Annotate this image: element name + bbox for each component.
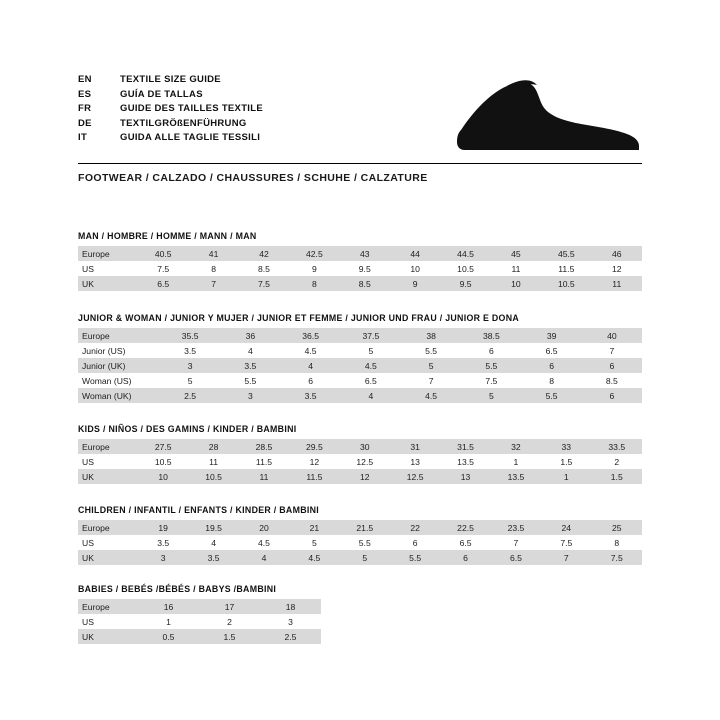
cell: 2: [592, 454, 642, 469]
row-label: US: [78, 261, 138, 276]
table-row: [78, 439, 642, 454]
cell: 11: [239, 469, 289, 484]
cell: 4.5: [401, 388, 461, 403]
cell: 5.5: [340, 535, 390, 550]
cell: 9.5: [440, 276, 490, 291]
row-label: Woman (UK): [78, 388, 160, 403]
cell: 13.5: [440, 454, 490, 469]
language-row: [78, 132, 263, 147]
cell: 7.5: [541, 535, 591, 550]
cell: 17: [199, 599, 260, 614]
cell: 10: [390, 261, 440, 276]
cell: 31: [390, 439, 440, 454]
cell: 10.5: [188, 469, 238, 484]
cell: 10: [138, 469, 188, 484]
table-row: [78, 629, 321, 644]
cell: 2.5: [260, 629, 321, 644]
language-row: [78, 74, 263, 89]
language-code: EN: [78, 74, 92, 85]
cell: 9: [390, 276, 440, 291]
cell: 29.5: [289, 439, 339, 454]
table-row: [78, 358, 642, 373]
cell: 25: [592, 520, 642, 535]
cell: 24: [541, 520, 591, 535]
table-row: [78, 614, 321, 629]
row-label: Europe: [78, 520, 138, 535]
section-title: BABIES / BEBÉS /BÉBÉS / BABYS /BAMBINI: [78, 584, 277, 594]
cell: 4: [188, 535, 238, 550]
cell: 1.5: [592, 469, 642, 484]
cell: 10.5: [541, 276, 591, 291]
cell: 7: [582, 343, 642, 358]
cell: 5.5: [401, 343, 461, 358]
cell: 6: [582, 388, 642, 403]
header-divider: [78, 163, 642, 164]
cell: 38.5: [461, 328, 521, 343]
cell: 33: [541, 439, 591, 454]
cell: 36: [220, 328, 280, 343]
language-row: [78, 89, 263, 104]
section-title: JUNIOR & WOMAN / JUNIOR Y MUJER / JUNIOR ET FEMME / JUNIOR UND FRAU / JUNIOR E DONA: [78, 313, 519, 323]
row-label: Europe: [78, 246, 138, 261]
row-label: UK: [78, 550, 138, 565]
cell: 42: [239, 246, 289, 261]
cell: 12: [592, 261, 642, 276]
language-row: [78, 118, 263, 133]
section-junior-woman: [78, 313, 642, 403]
cell: 1: [491, 454, 541, 469]
cell: 4.5: [341, 358, 401, 373]
table-row: [78, 373, 642, 388]
cell: 19: [138, 520, 188, 535]
section-title: KIDS / NIÑOS / DES GAMINS / KINDER / BAMBINI: [78, 424, 297, 434]
cell: 6.5: [491, 550, 541, 565]
cell: 21: [289, 520, 339, 535]
language-row: [78, 103, 263, 118]
language-code: DE: [78, 117, 92, 129]
table-row: [78, 328, 642, 343]
section-man: [78, 231, 642, 291]
cell: 23.5: [491, 520, 541, 535]
table-row: [78, 454, 642, 469]
cell: 3: [260, 614, 321, 629]
cell: 12: [289, 454, 339, 469]
size-table-man: [78, 246, 642, 291]
cell: 2.5: [160, 388, 220, 403]
cell: 5: [289, 535, 339, 550]
row-label: Europe: [78, 599, 138, 614]
cell: 5.5: [522, 388, 582, 403]
cell: 11: [491, 261, 541, 276]
cell: 2: [199, 614, 260, 629]
cell: 7.5: [592, 550, 642, 565]
size-table-kids: [78, 439, 642, 484]
cell: 3.5: [281, 388, 341, 403]
cell: 1.5: [199, 629, 260, 644]
cell: 3: [160, 358, 220, 373]
cell: 43: [340, 246, 390, 261]
cell: 4.5: [239, 535, 289, 550]
table-row: [78, 599, 321, 614]
table-row: [78, 520, 642, 535]
cell: 10.5: [138, 454, 188, 469]
cell: 33.5: [592, 439, 642, 454]
cell: 6.5: [440, 535, 490, 550]
row-label: UK: [78, 469, 138, 484]
language-code: FR: [78, 103, 92, 114]
cell: 5.5: [220, 373, 280, 388]
cell: 8: [188, 261, 238, 276]
table-row: [78, 388, 642, 403]
cell: 4: [341, 388, 401, 403]
table-row: [78, 261, 642, 276]
cell: 7: [491, 535, 541, 550]
language-title: GUIDE DES TAILLES TEXTILE: [120, 103, 263, 114]
cell: 45: [491, 246, 541, 261]
cell: 7: [541, 550, 591, 565]
cell: 6: [440, 550, 490, 565]
cell: 6: [522, 358, 582, 373]
cell: 3.5: [188, 550, 238, 565]
cell: 21.5: [340, 520, 390, 535]
table-row: [78, 550, 642, 565]
language-title: TEXTILGRÖßENFÜHRUNG: [120, 117, 247, 129]
cell: 9: [289, 261, 339, 276]
cell: 7: [401, 373, 461, 388]
cell: 12.5: [340, 454, 390, 469]
cell: 40: [582, 328, 642, 343]
cell: 5: [341, 343, 401, 358]
cell: 20: [239, 520, 289, 535]
cell: 41: [188, 246, 238, 261]
cell: 13.5: [491, 469, 541, 484]
cell: 38: [401, 328, 461, 343]
cell: 7: [188, 276, 238, 291]
cell: 31.5: [440, 439, 490, 454]
cell: 44.5: [440, 246, 490, 261]
cell: 46: [592, 246, 642, 261]
table-row: [78, 246, 642, 261]
row-label: UK: [78, 629, 138, 644]
cell: 0.5: [138, 629, 199, 644]
language-title: TEXTILE SIZE GUIDE: [120, 74, 221, 85]
section-kids: [78, 424, 642, 484]
cell: 3.5: [220, 358, 280, 373]
cell: 4: [239, 550, 289, 565]
cell: 3: [220, 388, 280, 403]
dress-shoe-icon: [455, 78, 645, 156]
table-row: [78, 535, 642, 550]
cell: 12.5: [390, 469, 440, 484]
cell: 16: [138, 599, 199, 614]
cell: 5: [160, 373, 220, 388]
cell: 5: [340, 550, 390, 565]
cell: 19.5: [188, 520, 238, 535]
cell: 36.5: [281, 328, 341, 343]
cell: 7.5: [239, 276, 289, 291]
cell: 7.5: [461, 373, 521, 388]
cell: 3.5: [160, 343, 220, 358]
language-title: GUIDA ALLE TAGLIE TESSILI: [120, 132, 261, 143]
size-table-babies: [78, 599, 321, 644]
cell: 5.5: [390, 550, 440, 565]
cell: 6: [582, 358, 642, 373]
cell: 11.5: [289, 469, 339, 484]
cell: 8.5: [239, 261, 289, 276]
cell: 8: [592, 535, 642, 550]
cell: 11.5: [541, 261, 591, 276]
cell: 40.5: [138, 246, 188, 261]
row-label: US: [78, 614, 138, 629]
cell: 6.5: [341, 373, 401, 388]
cell: 32: [491, 439, 541, 454]
cell: 13: [440, 469, 490, 484]
row-label: Junior (UK): [78, 358, 160, 373]
language-title: GUÍA DE TALLAS: [120, 88, 203, 100]
size-table-junior-woman: [78, 328, 642, 403]
row-label: Europe: [78, 328, 160, 343]
table-row: [78, 276, 642, 291]
cell: 3: [138, 550, 188, 565]
section-title: MAN / HOMBRE / HOMME / MANN / MAN: [78, 231, 257, 241]
cell: 11: [592, 276, 642, 291]
cell: 30: [340, 439, 390, 454]
cell: 45.5: [541, 246, 591, 261]
cell: 22: [390, 520, 440, 535]
cell: 28: [188, 439, 238, 454]
language-code: ES: [78, 88, 92, 100]
row-label: Woman (US): [78, 373, 160, 388]
cell: 13: [390, 454, 440, 469]
cell: 1: [138, 614, 199, 629]
row-label: Europe: [78, 439, 138, 454]
size-table-children: [78, 520, 642, 565]
cell: 42.5: [289, 246, 339, 261]
language-code: IT: [78, 132, 88, 143]
row-label: US: [78, 535, 138, 550]
row-label: UK: [78, 276, 138, 291]
table-row: [78, 469, 642, 484]
cell: 10: [491, 276, 541, 291]
cell: 1.5: [541, 454, 591, 469]
cell: 10.5: [440, 261, 490, 276]
cell: 35.5: [160, 328, 220, 343]
cell: 4.5: [281, 343, 341, 358]
cell: 27.5: [138, 439, 188, 454]
cell: 12: [340, 469, 390, 484]
cell: 5: [401, 358, 461, 373]
cell: 37.5: [341, 328, 401, 343]
cell: 9.5: [340, 261, 390, 276]
cell: 8.5: [582, 373, 642, 388]
cell: 7.5: [138, 261, 188, 276]
section-children: [78, 505, 642, 565]
cell: 5: [461, 388, 521, 403]
row-label: Junior (US): [78, 343, 160, 358]
cell: 28.5: [239, 439, 289, 454]
cell: 5.5: [461, 358, 521, 373]
language-title-table: [78, 74, 263, 147]
category-title: FOOTWEAR / CALZADO / CHAUSSURES / SCHUHE / CALZATURE: [78, 172, 428, 184]
cell: 6: [281, 373, 341, 388]
cell: 3.5: [138, 535, 188, 550]
cell: 44: [390, 246, 440, 261]
cell: 39: [522, 328, 582, 343]
cell: 1: [541, 469, 591, 484]
cell: 4: [281, 358, 341, 373]
cell: 6: [461, 343, 521, 358]
table-row: [78, 343, 642, 358]
cell: 8.5: [340, 276, 390, 291]
cell: 4.5: [289, 550, 339, 565]
cell: 6: [390, 535, 440, 550]
cell: 22.5: [440, 520, 490, 535]
cell: 8: [522, 373, 582, 388]
cell: 11: [188, 454, 238, 469]
section-babies: [78, 584, 642, 644]
cell: 8: [289, 276, 339, 291]
cell: 11.5: [239, 454, 289, 469]
cell: 6.5: [138, 276, 188, 291]
cell: 6.5: [522, 343, 582, 358]
cell: 4: [220, 343, 280, 358]
section-title: CHILDREN / INFANTIL / ENFANTS / KINDER / BAMBINI: [78, 505, 320, 515]
row-label: US: [78, 454, 138, 469]
cell: 18: [260, 599, 321, 614]
